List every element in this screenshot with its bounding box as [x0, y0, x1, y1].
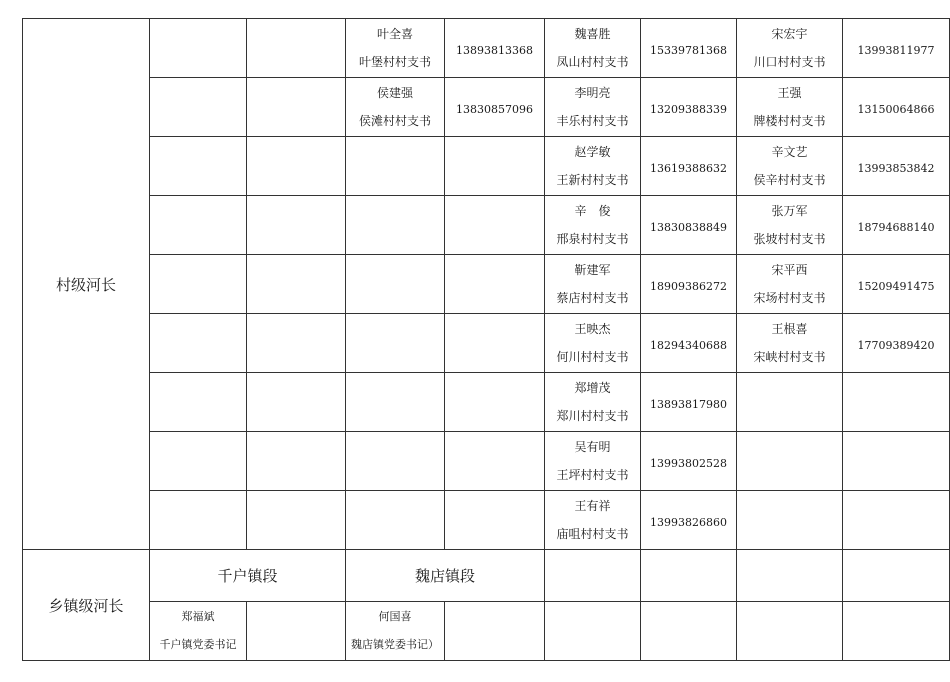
- person-role: 千户镇党委书记: [159, 638, 237, 651]
- person-role: 丰乐村村支书: [556, 114, 629, 128]
- section-title: 千户镇段: [217, 567, 278, 585]
- empty-cell: [150, 19, 247, 78]
- table-row: [23, 491, 950, 550]
- empty-cell: [843, 491, 950, 550]
- phone-cell: [843, 314, 950, 373]
- person-name: 郑增茂: [574, 381, 611, 395]
- name-cell: [737, 137, 843, 196]
- name-cell: [545, 432, 641, 491]
- person-role: 侯滩村村支书: [358, 114, 431, 128]
- empty-cell: [247, 137, 346, 196]
- empty-cell: [247, 602, 346, 661]
- empty-cell: [346, 137, 445, 196]
- empty-cell: [843, 432, 950, 491]
- person-role: 宋峡村村支书: [753, 350, 826, 364]
- person-role: 张坡村村支书: [753, 232, 826, 246]
- empty-cell: [247, 314, 346, 373]
- person-role: 郑川村村支书: [556, 409, 629, 423]
- name-cell: [346, 19, 445, 78]
- name-cell: [545, 196, 641, 255]
- empty-cell: [346, 314, 445, 373]
- phone-number: 13209388339: [650, 102, 727, 116]
- empty-cell: [445, 314, 545, 373]
- phone-number: 15339781368: [650, 43, 727, 57]
- phone-number: 13993811977: [857, 43, 935, 57]
- village-label-cell: [23, 19, 150, 550]
- empty-cell: [737, 602, 843, 661]
- phone-cell: [843, 196, 950, 255]
- section-title-cell: [346, 550, 545, 602]
- phone-cell: [641, 373, 737, 432]
- table-row: [23, 314, 950, 373]
- person-role: 邢泉村村支书: [556, 232, 629, 246]
- phone-cell: [843, 19, 950, 78]
- name-cell: [737, 196, 843, 255]
- phone-cell: [641, 314, 737, 373]
- empty-cell: [445, 255, 545, 314]
- empty-cell: [843, 373, 950, 432]
- village-label: 村级河长: [55, 275, 116, 294]
- phone-number: 13893813368: [456, 43, 533, 57]
- person-name: 王映杰: [574, 322, 611, 336]
- person-name: 侯建强: [376, 86, 413, 100]
- phone-number: 18794688140: [857, 220, 935, 234]
- name-cell: [545, 491, 641, 550]
- empty-cell: [346, 196, 445, 255]
- empty-cell: [843, 550, 950, 602]
- empty-cell: [445, 491, 545, 550]
- name-cell: [737, 255, 843, 314]
- person-role: 魏店镇党委书记）: [351, 638, 439, 651]
- person-name: 郑福斌: [181, 610, 215, 623]
- empty-cell: [445, 373, 545, 432]
- person-name: 李明亮: [574, 86, 611, 100]
- name-cell: [545, 255, 641, 314]
- empty-cell: [150, 137, 247, 196]
- person-name: 王有祥: [574, 499, 611, 513]
- name-cell: [737, 78, 843, 137]
- table-row: [23, 432, 950, 491]
- name-cell: [545, 314, 641, 373]
- person-name: 辛文艺: [771, 145, 808, 159]
- name-cell: [346, 78, 445, 137]
- phone-cell: [843, 137, 950, 196]
- empty-cell: [346, 432, 445, 491]
- empty-cell: [737, 491, 843, 550]
- empty-cell: [641, 602, 737, 661]
- empty-cell: [247, 432, 346, 491]
- empty-cell: [843, 602, 950, 661]
- person-name: 宋宏宇: [771, 27, 808, 41]
- phone-cell: [641, 19, 737, 78]
- phone-cell: [641, 78, 737, 137]
- township-label: 乡镇级河长: [48, 596, 124, 615]
- person-name: 赵学敏: [574, 145, 611, 159]
- table-row: [23, 19, 950, 78]
- empty-cell: [247, 196, 346, 255]
- table-row: [23, 196, 950, 255]
- name-cell: [545, 373, 641, 432]
- person-name: 张万军: [771, 204, 808, 218]
- phone-number: 15209491475: [857, 279, 935, 293]
- section-title: 魏店镇段: [414, 567, 475, 585]
- empty-cell: [150, 78, 247, 137]
- person-role: 川口村村支书: [753, 55, 826, 69]
- table-row: [23, 78, 950, 137]
- empty-cell: [247, 373, 346, 432]
- person-role: 蔡店村村支书: [556, 291, 629, 305]
- empty-cell: [445, 602, 545, 661]
- township-person-row: [23, 602, 950, 661]
- empty-cell: [445, 196, 545, 255]
- empty-cell: [545, 602, 641, 661]
- phone-cell: [641, 491, 737, 550]
- river-chief-table: [22, 18, 950, 661]
- phone-cell: [445, 19, 545, 78]
- person-role: 叶堡村村支书: [358, 55, 431, 69]
- phone-number: 18909386272: [650, 279, 727, 293]
- table-row: [23, 255, 950, 314]
- person-role: 庙咀村村支书: [556, 527, 629, 541]
- name-cell: [737, 314, 843, 373]
- phone-number: 13830857096: [456, 102, 533, 116]
- phone-number: 13993853842: [857, 161, 935, 175]
- township-header-row: [23, 550, 950, 602]
- name-cell: [545, 137, 641, 196]
- phone-number: 13830838849: [650, 220, 727, 234]
- phone-number: 13993802528: [650, 456, 727, 470]
- empty-cell: [346, 255, 445, 314]
- empty-cell: [737, 432, 843, 491]
- person-name: 王根喜: [771, 322, 808, 336]
- empty-cell: [150, 314, 247, 373]
- person-role: 王坪村村支书: [556, 468, 629, 482]
- person-name: 魏喜胜: [574, 27, 611, 41]
- phone-number: 13150064866: [857, 102, 935, 116]
- empty-cell: [641, 550, 737, 602]
- empty-cell: [346, 491, 445, 550]
- phone-number: 13619388632: [650, 161, 727, 175]
- person-role: 何川村村支书: [556, 350, 629, 364]
- phone-number: 13993826860: [650, 515, 727, 529]
- township-label-cell: [23, 550, 150, 661]
- empty-cell: [150, 196, 247, 255]
- empty-cell: [737, 550, 843, 602]
- table-row: [23, 373, 950, 432]
- empty-cell: [247, 491, 346, 550]
- person-name: 吴有明: [574, 440, 611, 454]
- person-name: 王强: [777, 86, 802, 100]
- empty-cell: [445, 432, 545, 491]
- section-title-cell: [150, 550, 346, 602]
- phone-number: 17709389420: [857, 338, 935, 352]
- person-role: 侯辛村村支书: [753, 173, 826, 187]
- phone-cell: [641, 255, 737, 314]
- empty-cell: [150, 432, 247, 491]
- empty-cell: [247, 19, 346, 78]
- name-cell: [346, 602, 445, 661]
- phone-number: 18294340688: [650, 338, 727, 352]
- table-row: [23, 137, 950, 196]
- empty-cell: [545, 550, 641, 602]
- person-role: 宋场村村支书: [753, 291, 826, 305]
- person-role: 凤山村村支书: [556, 55, 629, 69]
- name-cell: [545, 19, 641, 78]
- name-cell: [737, 19, 843, 78]
- name-cell: [150, 602, 247, 661]
- empty-cell: [150, 373, 247, 432]
- empty-cell: [346, 373, 445, 432]
- empty-cell: [445, 137, 545, 196]
- phone-cell: [445, 78, 545, 137]
- phone-number: 13893817980: [650, 397, 727, 411]
- person-name: 辛 俊: [574, 204, 611, 218]
- empty-cell: [247, 255, 346, 314]
- phone-cell: [843, 78, 950, 137]
- empty-cell: [150, 255, 247, 314]
- person-role: 王新村村支书: [556, 173, 629, 187]
- empty-cell: [737, 373, 843, 432]
- phone-cell: [641, 432, 737, 491]
- person-name: 宋平西: [771, 263, 808, 277]
- phone-cell: [641, 137, 737, 196]
- phone-cell: [641, 196, 737, 255]
- name-cell: [545, 78, 641, 137]
- phone-cell: [843, 255, 950, 314]
- empty-cell: [150, 491, 247, 550]
- person-name: 叶全喜: [376, 27, 413, 41]
- person-name: 靳建军: [574, 263, 611, 277]
- person-name: 何国喜: [378, 610, 412, 623]
- empty-cell: [247, 78, 346, 137]
- person-role: 牌楼村村支书: [753, 114, 826, 128]
